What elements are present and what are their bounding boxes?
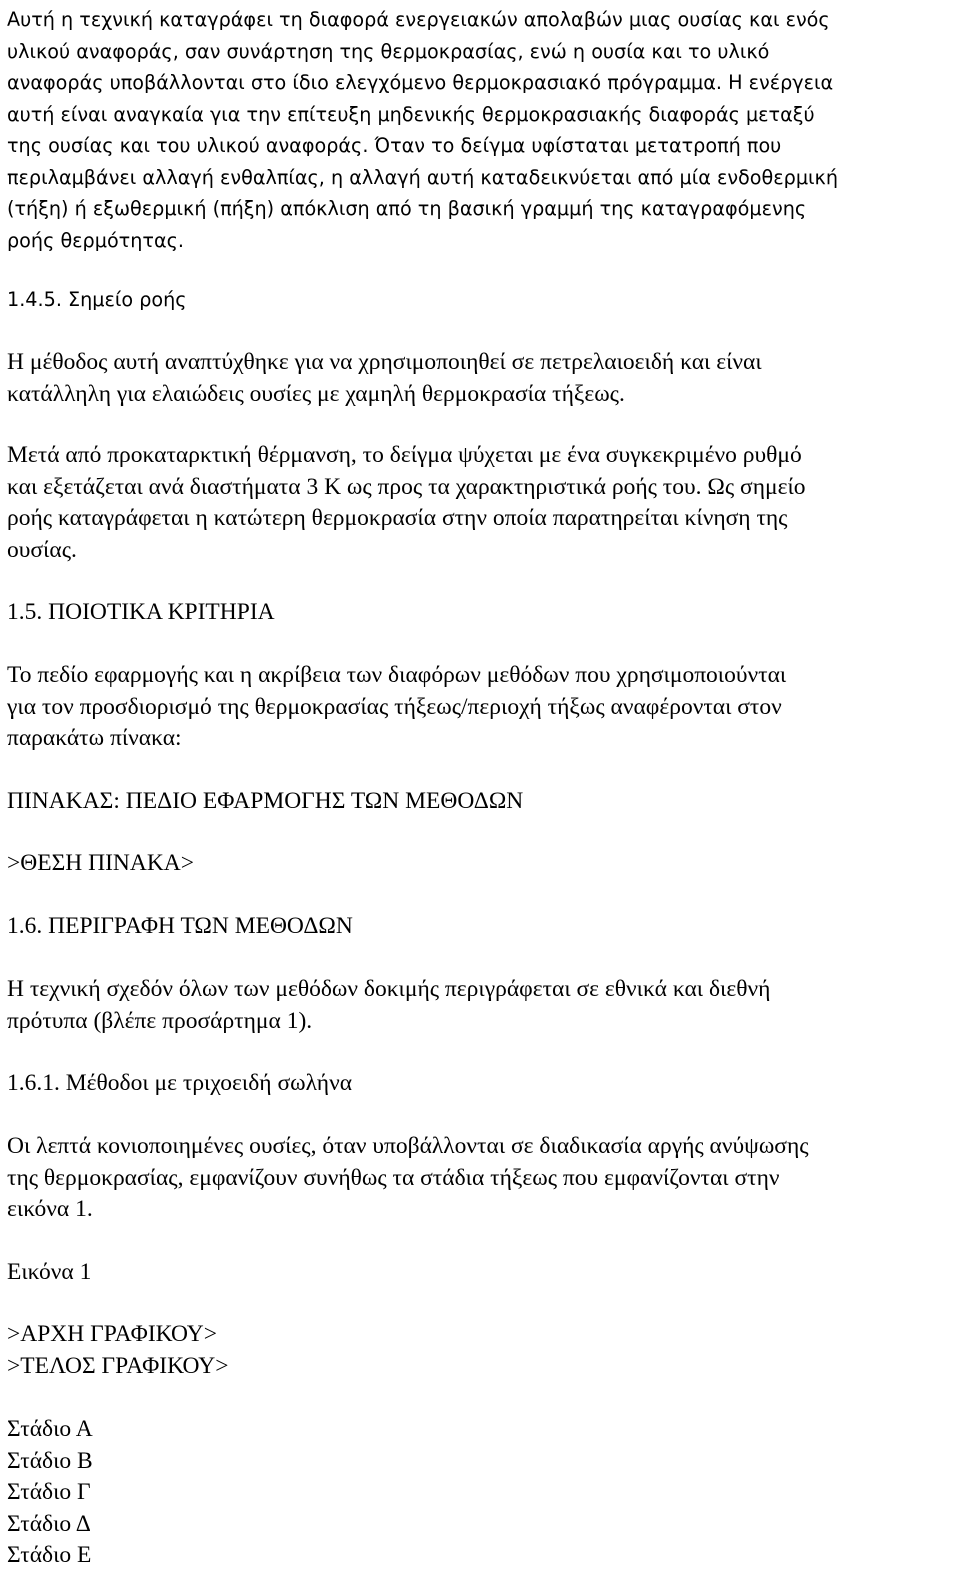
text-line: υλικού αναφοράς, σαν συνάρτηση της θερμοκρασίας, ενώ η ουσία και το υλικό <box>7 39 770 63</box>
text-line: της θερμοκρασίας, εμφανίζουν συνήθως τα στάδια τήξεως που εμφανίζονται στην <box>7 1164 780 1191</box>
stages-list <box>7 1414 957 1572</box>
text-line: Μετά από προκαταρκτική θέρμανση, το δείγμα ψύχεται με ένα συγκεκριμένο ρυθμό <box>7 442 802 468</box>
text-line: Η τεχνική σχεδόν όλων των μεθόδων δοκιμής περιγράφεται σε εθνικά και διεθνή <box>7 976 771 1002</box>
stage-item: Στάδιο Β <box>7 1447 93 1474</box>
text-line: Η μέθοδος αυτή αναπτύχθηκε για να χρησιμοποιηθεί σε πετρελαιοειδή και είναι <box>7 349 762 375</box>
pour-point-paragraph <box>7 347 957 410</box>
text-line: ροής καταγράφεται η κατώτερη θερμοκρασία στην οποία παρατηρείται κίνηση της <box>7 505 788 531</box>
text-line: (τήξη) ή εξωθερμική (πήξη) απόκλιση από τη βασική γραμμή της καταγραφόμενης <box>7 197 807 220</box>
text-line: Αυτή η τεχνική καταγράφει τη διαφορά ενεργειακών απολαβών μιας ουσίας και ενός <box>7 8 830 31</box>
pour-point-method-paragraph <box>7 440 957 566</box>
text-line: παρακάτω πίνακα: <box>7 725 182 751</box>
intro-paragraph <box>7 4 957 256</box>
figure-end-marker: >ΤΕΛΟΣ ΓΡΑΦΙΚΟΥ> <box>7 1352 229 1379</box>
section-heading-1-4-5: 1.4.5. Σημείο ροής <box>7 288 187 311</box>
stage-item: Στάδιο Α <box>7 1416 93 1442</box>
text-line: εικόνα 1. <box>7 1196 93 1222</box>
stage-item: Στάδιο Γ <box>7 1479 91 1505</box>
text-line: περιλαμβάνει αλλαγή ενθαλπίας, η αλλαγή αυτή καταδεικνύεται από μία ενδοθερμική <box>7 165 838 189</box>
text-line: για τον προσδιορισμό της θερμοκρασίας τήξεως/περιοχή τήξως αναφέρονται στον <box>7 693 782 720</box>
text-line: ουσίας. <box>7 536 77 563</box>
figure-placeholder <box>7 1319 957 1382</box>
figure-start-marker: >ΑΡΧΗ ΓΡΑΦΙΚΟΥ> <box>7 1321 218 1347</box>
text-line: και εξετάζεται ανά διαστήματα 3 Κ ως προς τα χαρακτηριστικά ροής του. Ως σημείο <box>7 473 806 500</box>
capillary-paragraph <box>7 1131 957 1226</box>
text-line: Το πεδίο εφαρμογής και η ακρίβεια των διαφόρων μεθόδων που χρησιμοποιούνται <box>7 662 787 688</box>
figure-label: Εικόνα 1 <box>7 1259 92 1285</box>
text-line: ροής θερμότητας. <box>7 228 184 252</box>
section-heading-1-5: 1.5. ΠΟΙΟΤΙΚΑ ΚΡΙΤΗΡΙΑ <box>7 599 275 625</box>
text-line: πρότυπα (βλέπε προσάρτημα 1). <box>7 1007 313 1034</box>
table-placeholder: >ΘΕΣΗ ΠΙΝΑΚΑ> <box>7 850 195 876</box>
section-heading-1-6: 1.6. ΠΕΡΙΓΡΑΦΗ ΤΩΝ ΜΕΘΟΔΩΝ <box>7 913 353 939</box>
scope-paragraph <box>7 660 957 755</box>
stage-item: Στάδιο Ε <box>7 1542 92 1568</box>
text-line: Οι λεπτά κονιοποιημένες ουσίες, όταν υποβάλλονται σε διαδικασία αργής ανύψωσης <box>7 1133 809 1159</box>
methods-paragraph <box>7 974 957 1037</box>
table-title: ΠΙΝΑΚΑΣ: ΠΕΔΙΟ ΕΦΑΡΜΟΓΗΣ ΤΩΝ ΜΕΘΟΔΩΝ <box>7 788 524 814</box>
text-line: κατάλληλη για ελαιώδεις ουσίες με χαμηλή θερμοκρασία τήξεως. <box>7 380 625 407</box>
text-line: αναφοράς υποβάλλονται στο ίδιο ελεγχόμενο θερμοκρασιακό πρόγραμμα. Η ενέργεια <box>7 71 834 94</box>
section-heading-1-6-1: 1.6.1. Μέθοδοι με τριχοειδή σωλήνα <box>7 1070 353 1096</box>
text-line: της ουσίας και του υλικού αναφοράς. Όταν το δείγμα υφίσταται μετατροπή που <box>7 134 782 157</box>
text-line: αυτή είναι αναγκαία για την επίτευξη μηδενικής θερμοκρασιακής διαφοράς μεταξύ <box>7 102 815 126</box>
stage-item: Στάδιο Δ <box>7 1510 91 1537</box>
